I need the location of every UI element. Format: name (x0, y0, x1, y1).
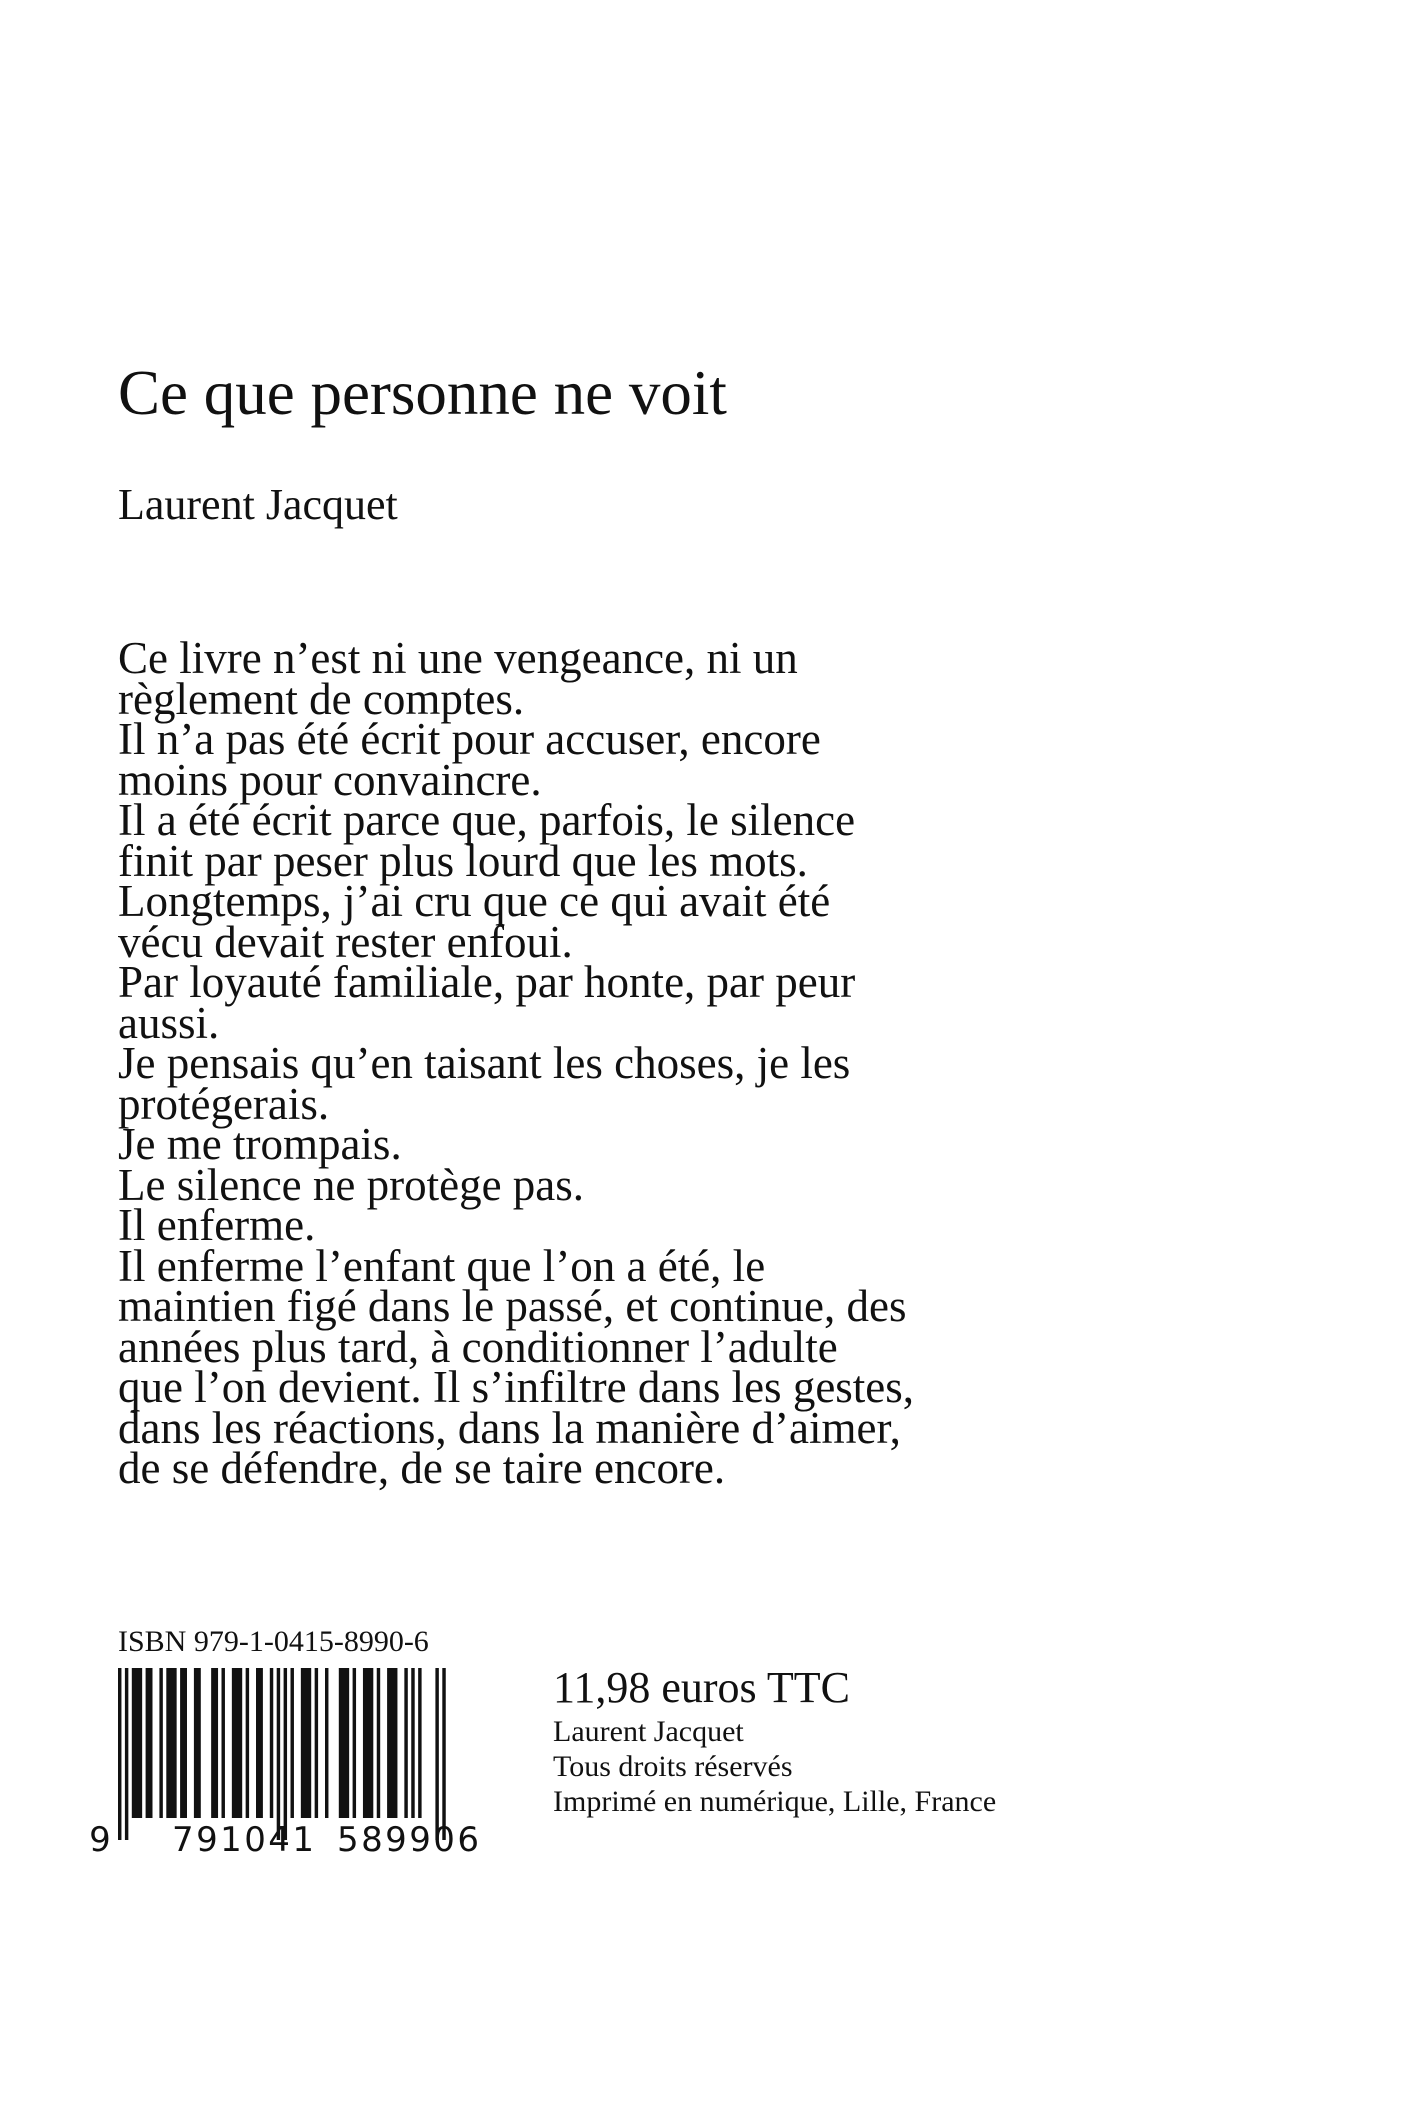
barcode-bar (222, 1668, 225, 1818)
barcode-digit-lead: 9 (89, 1820, 111, 1858)
barcode-bar (270, 1668, 273, 1818)
barcode-bar (377, 1668, 380, 1818)
colophon (553, 1662, 996, 1819)
barcode-bar (256, 1668, 263, 1818)
barcode-bar (166, 1668, 176, 1818)
back-cover-blurb (118, 633, 1118, 1493)
blurb-line: aussi. (118, 997, 220, 1048)
barcode-bars (118, 1668, 446, 1840)
blurb-line: de se défendre, de se taire encore. (118, 1443, 726, 1493)
barcode-bar (339, 1668, 349, 1818)
barcode-bar (291, 1668, 294, 1818)
barcode-digits-right: 589906 (337, 1820, 479, 1858)
printing-info: Imprimé en numérique, Lille, France (553, 1785, 997, 1818)
barcode-bar (353, 1668, 356, 1818)
blurb-line: vécu devait rester enfoui. (118, 916, 573, 967)
blurb-line: Il n’a pas été écrit pour accuser, encore (118, 714, 821, 764)
barcode-bar (246, 1668, 249, 1818)
barcode-bar (211, 1668, 218, 1818)
blurb-line: Le silence ne protège pas. (118, 1159, 585, 1210)
blurb-line: que l’on devient. Il s’infiltre dans les gestes, (118, 1362, 915, 1412)
barcode-bar (435, 1668, 438, 1840)
blurb-line: Il a été écrit parce que, parfois, le silence (118, 795, 856, 845)
blurb-line: Il enferme l’enfant que l’on a été, le (118, 1240, 766, 1291)
barcode-bar (315, 1668, 318, 1818)
barcode-bar (404, 1668, 407, 1818)
barcode-bar (125, 1668, 128, 1840)
barcode-bar (411, 1668, 414, 1818)
barcode-bar (442, 1668, 445, 1840)
isbn-label: ISBN 979-1-0415-8990-6 (118, 1625, 429, 1658)
book-title: Ce que personne ne voit (118, 358, 727, 428)
blurb-line: maintien figé dans le passé, et continue, des (118, 1281, 907, 1331)
blurb-line: moins pour convaincre. (118, 754, 542, 805)
barcode-bar (363, 1668, 373, 1818)
barcode-digits-left: 791041 (172, 1820, 314, 1858)
author-name: Laurent Jacquet (118, 480, 398, 529)
colophon-author: Laurent Jacquet (553, 1715, 744, 1748)
blurb-line: Je me trompais. (118, 1119, 402, 1169)
blurb-line: dans les réactions, dans la manière d’aimer, (118, 1402, 901, 1453)
blurb-line: années plus tard, à conditionner l’adulte (118, 1321, 838, 1372)
barcode-bar (180, 1668, 187, 1818)
blurb-line: Il enferme. (118, 1200, 316, 1250)
blurb-line: règlement de comptes. (118, 673, 525, 724)
price: 11,98 euros TTC (553, 1663, 850, 1712)
barcode-bar (194, 1668, 201, 1818)
blurb-line: Par loyauté familiale, par honte, par peur (118, 957, 856, 1007)
barcode-bar (418, 1668, 421, 1818)
blurb-line: Je pensais qu’en taisant les choses, je les (118, 1038, 851, 1088)
isbn-barcode (78, 1664, 488, 1858)
barcode-bar (132, 1668, 142, 1818)
barcode-bar (277, 1668, 280, 1840)
barcode-bar (232, 1668, 242, 1818)
barcode-bar (387, 1668, 397, 1818)
barcode-bar (159, 1668, 162, 1818)
barcode-bar (118, 1668, 121, 1840)
barcode-bar (325, 1668, 328, 1818)
barcode-bar (146, 1668, 153, 1818)
barcode-bar (301, 1668, 311, 1818)
blurb-line: Ce livre n’est ni une vengeance, ni un (118, 633, 798, 683)
rights-notice: Tous droits réservés (553, 1750, 793, 1783)
blurb-line: protégerais. (118, 1078, 330, 1129)
blurb-line: Longtemps, j’ai cru que ce qui avait été (118, 876, 831, 926)
barcode-bar (284, 1668, 287, 1840)
blurb-line: finit par peser plus lourd que les mots. (118, 835, 808, 886)
